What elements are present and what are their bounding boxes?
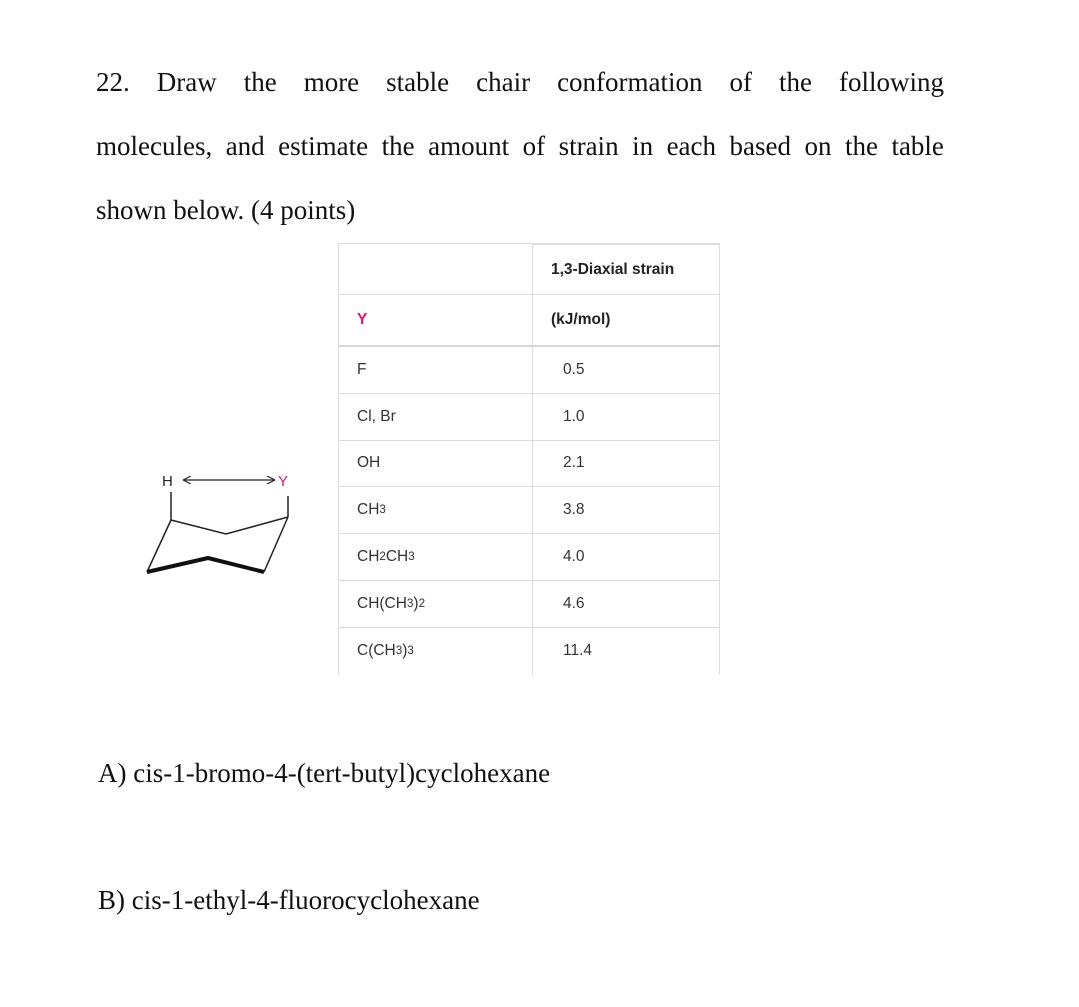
- strain-column-header: 1,3-Diaxial strain: [533, 244, 720, 294]
- ring-front-edge: [147, 558, 264, 572]
- table-header-row-1: [338, 243, 720, 295]
- strain-value-cell: 4.0: [533, 534, 720, 580]
- question-text: [96, 50, 944, 242]
- table-row: [338, 628, 720, 675]
- table-row: [338, 581, 720, 628]
- chair-conformation-diagram: [140, 462, 300, 582]
- substituent-cell: C(CH 3 ) 3: [338, 628, 533, 675]
- y-column-header: Y: [357, 311, 368, 328]
- part-b-prompt: B) cis-1-ethyl-4-fluorocyclohexane: [98, 885, 480, 915]
- strain-value-cell: 2.1: [533, 441, 720, 487]
- substituent-cell: CH(CH 3 ) 2: [338, 581, 533, 627]
- question-line-3: shown below. (4 points): [96, 195, 356, 225]
- substituent-cell: CH 3: [338, 487, 533, 533]
- strain-value-cell: 4.6: [533, 581, 720, 627]
- strain-value-cell: 11.4: [533, 628, 720, 675]
- ring-right-edge: [264, 517, 288, 572]
- part-a-prompt: A) cis-1-bromo-4-(tert-butyl)cyclohexane: [98, 758, 551, 788]
- diaxial-strain-table: [338, 243, 720, 675]
- substituent-cell: Cl, Br: [338, 394, 533, 440]
- substituent-cell: F: [338, 347, 533, 393]
- substituent-cell: CH 2 CH 3: [338, 534, 533, 580]
- table-row: [338, 347, 720, 394]
- question-number: 22.: [96, 67, 130, 97]
- strain-value-cell: 1.0: [533, 394, 720, 440]
- substituent-cell: OH: [338, 441, 533, 487]
- units-column-header: (kJ/mol): [533, 295, 720, 345]
- table-row: [338, 394, 720, 441]
- ring-back-edge: [171, 517, 288, 534]
- ring-left-edge: [147, 520, 171, 572]
- hydrogen-label: H: [162, 473, 173, 490]
- table-row: [338, 487, 720, 534]
- table-row: [338, 441, 720, 488]
- strain-value-cell: 3.8: [533, 487, 720, 533]
- question-line-2: molecules, and estimate the amount of strain in each based on the table: [96, 131, 944, 161]
- substituent-y-label: Y: [278, 473, 289, 490]
- table-header-row-2: [338, 295, 720, 347]
- table-row: [338, 534, 720, 581]
- strain-value-cell: 0.5: [533, 347, 720, 393]
- question-line-1: 22. Draw the more stable chair conformation of the following: [96, 50, 944, 114]
